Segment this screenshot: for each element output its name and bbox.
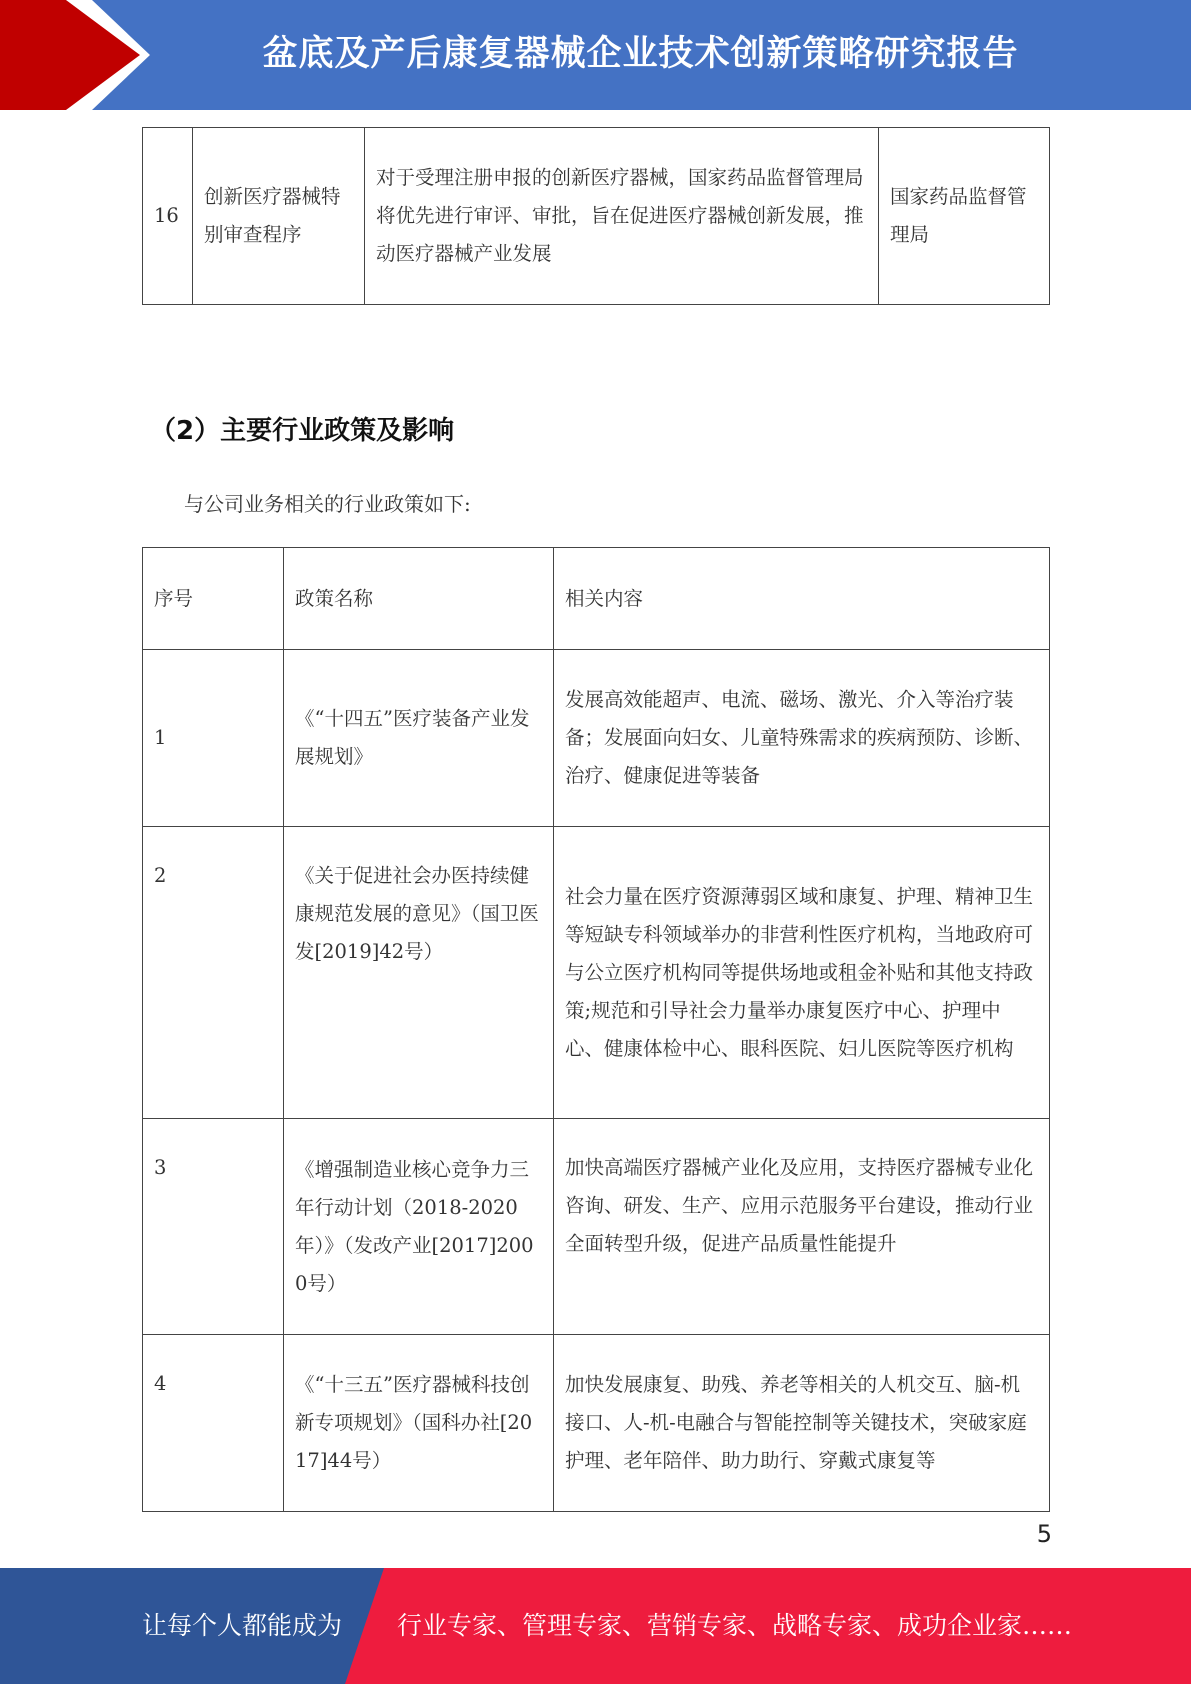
policy-name: 《“十三五”医疗器械科技创新专项规划》（国科办社[2017]44号） [284,1335,554,1512]
previous-policy-table [142,127,1050,305]
header-content: 相关内容 [554,548,1050,650]
policy-name: 《增强制造业核心竞争力三年行动计划（2018-2020年）》（发改产业[2017]2000号） [284,1119,554,1335]
policy-content: 加快高端医疗器械产业化及应用，支持医疗器械专业化咨询、研发、生产、应用示范服务平台建设，推动行业全面转型升级，促进产品质量性能提升 [554,1119,1050,1335]
policy-name: 《关于促进社会办医持续健康规范发展的意见》（国卫医发[2019]42号） [284,827,554,1119]
policy-content: 发展高效能超声、电流、磁场、激光、介入等治疗装备；发展面向妇女、儿童特殊需求的疾病预防、诊断、治疗、健康促进等装备 [554,650,1050,827]
table-row [143,128,1050,305]
row-number: 3 [143,1119,284,1335]
table-row [143,1119,1050,1335]
row-number: 1 [143,650,284,827]
section-intro: 与公司业务相关的行业政策如下: [184,492,471,516]
policy-content: 对于受理注册申报的创新医疗器械，国家药品监督管理局将优先进行审评、审批，旨在促进医疗器械创新发展，推动医疗器械产业发展 [365,128,879,305]
table-row [143,827,1050,1119]
footer-slogan-left: 让每个人都能成为 [142,1611,343,1640]
page-number: 5 [1036,1520,1052,1548]
policy-content: 社会力量在医疗资源薄弱区域和康复、护理、精神卫生等短缺专科领域举办的非营利性医疗机构，当地政府可与公立医疗机构同等提供场地或租金补贴和其他支持政策;规范和引导社会力量举办康复医疗中心、护理中心、健康体检中心、眼科医院、妇儿医院等医疗机构 [554,827,1050,1119]
header-title: 盆底及产后康复器械企业技术创新策略研究报告 [262,34,1019,74]
page-header [0,0,1191,110]
policy-name: 《“十四五”医疗装备产业发展规划》 [284,650,554,827]
policy-name: 创新医疗器械特别审查程序 [193,128,365,305]
table-header-row [143,548,1050,650]
row-number: 16 [143,128,193,305]
footer-slogan-right: 行业专家、管理专家、营销专家、战略专家、成功企业家…… [397,1611,1073,1640]
row-number: 4 [143,1335,284,1512]
issuing-department: 国家药品监督管理局 [879,128,1050,305]
section-heading: （2）主要行业政策及影响 [150,416,455,446]
page-footer [0,1568,1191,1684]
row-number: 2 [143,827,284,1119]
header-num: 序号 [143,548,284,650]
table-row [143,1335,1050,1512]
table-row [143,650,1050,827]
policy-content: 加快发展康复、助残、养老等相关的人机交互、脑-机接口、人-机-电融合与智能控制等关键技术，突破家庭护理、老年陪伴、助力助行、穿戴式康复等 [554,1335,1050,1512]
header-name: 政策名称 [284,548,554,650]
policy-table [142,547,1050,1512]
